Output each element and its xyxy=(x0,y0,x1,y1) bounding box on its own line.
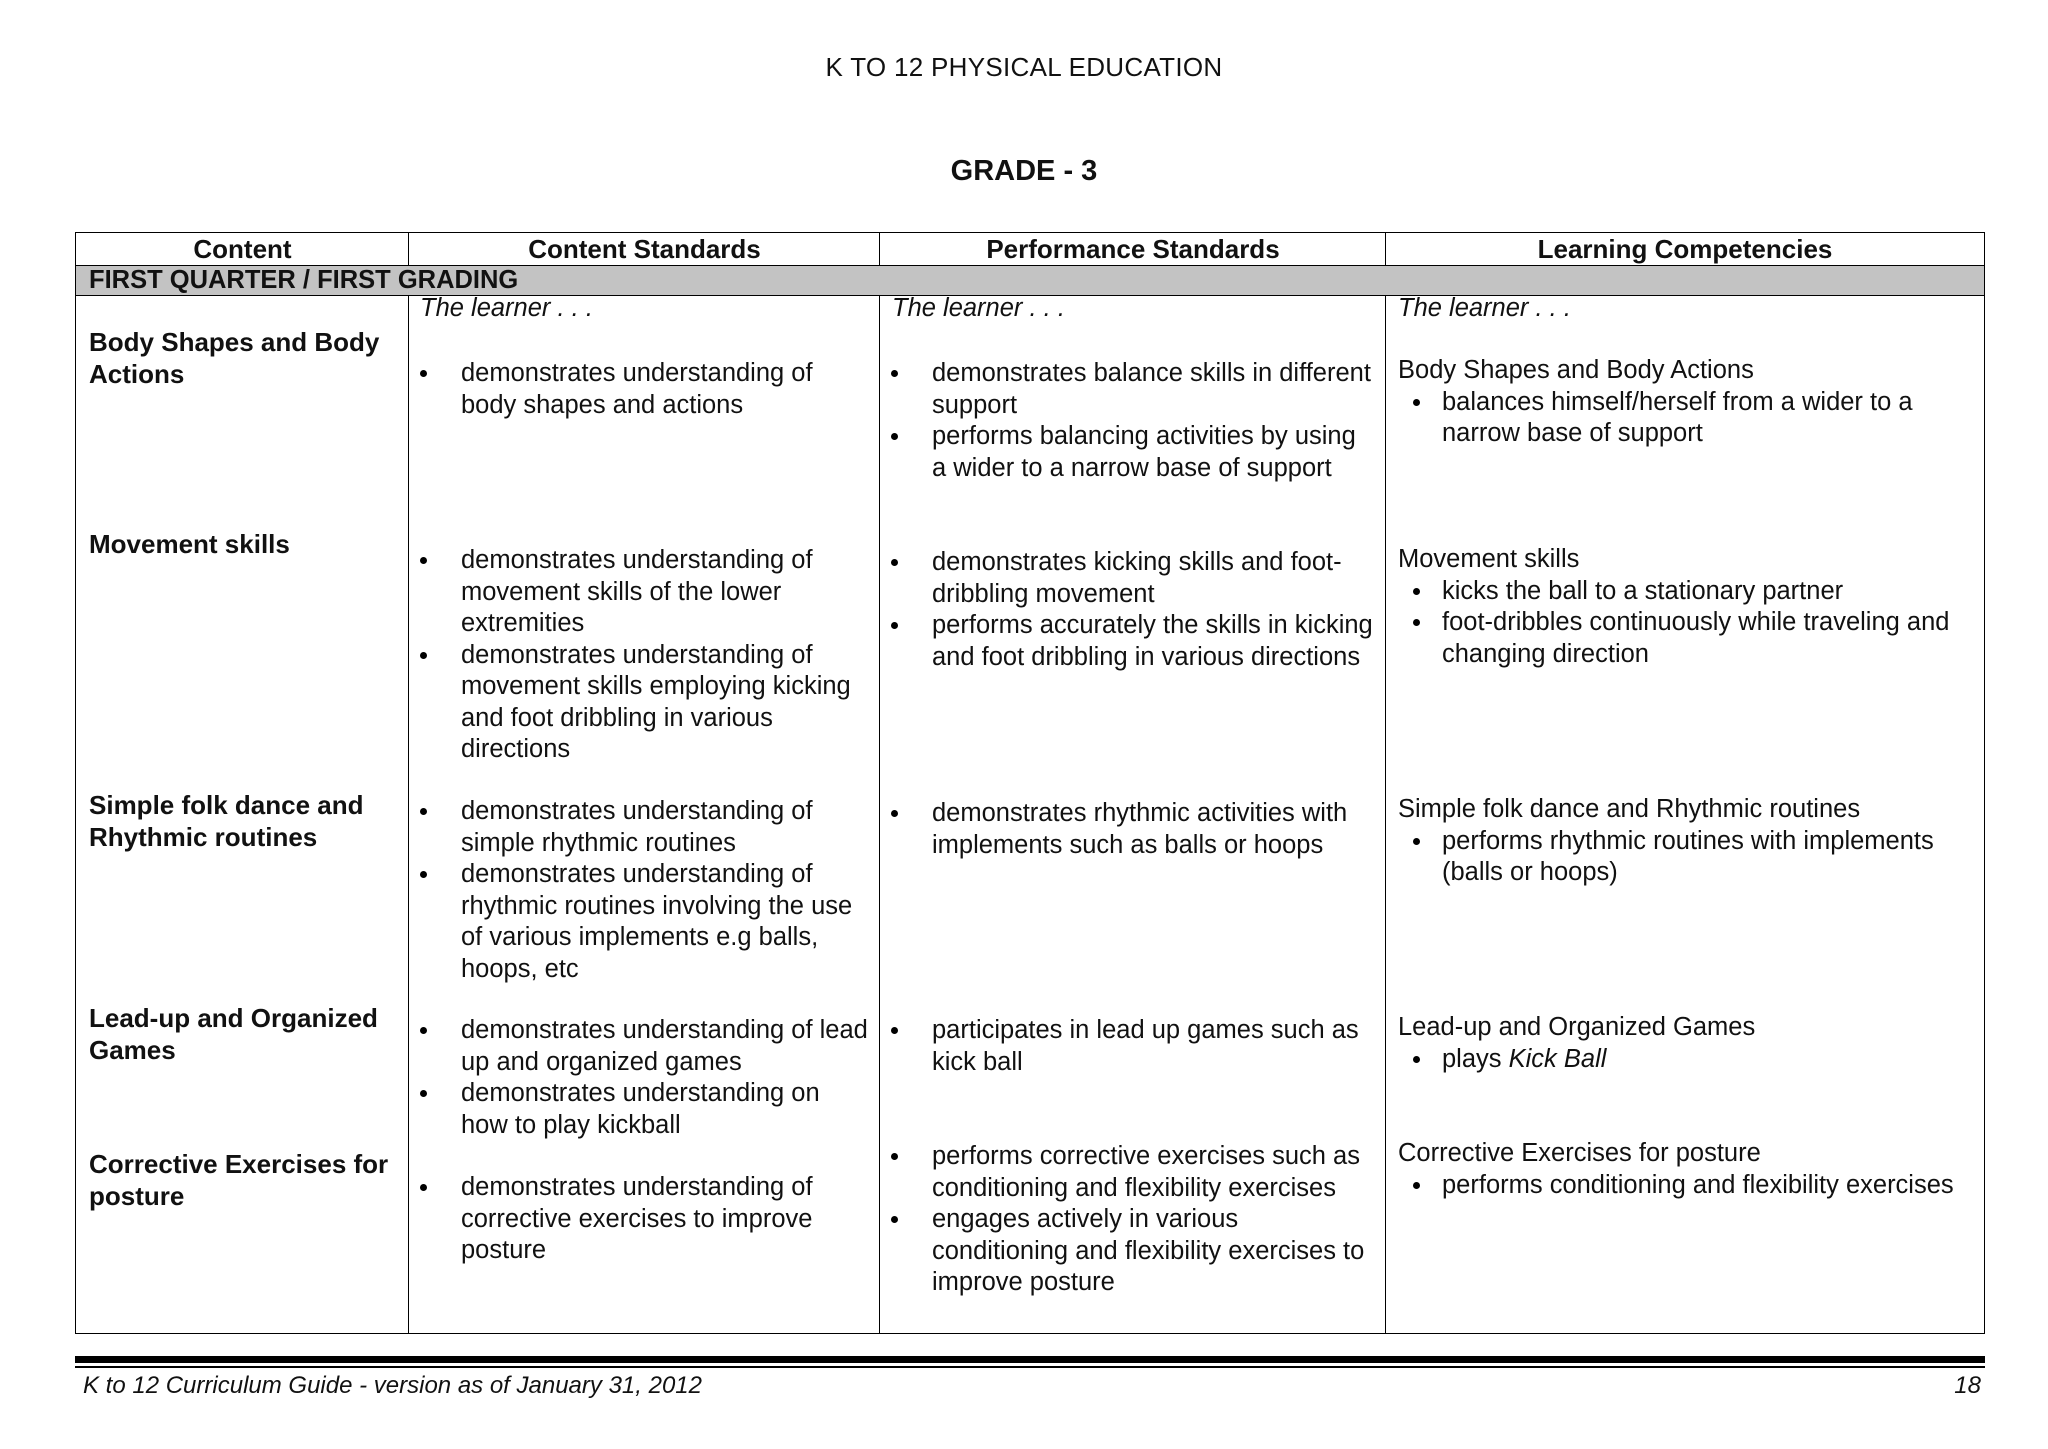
performance-row-1 xyxy=(880,358,1377,484)
bullet-icon xyxy=(420,652,427,659)
bullet-icon xyxy=(420,1090,427,1097)
bullet-icon xyxy=(1413,838,1420,845)
content-lead-up-games: Lead-up and Organized Games xyxy=(89,1003,378,1065)
content-standards-column xyxy=(409,296,879,1333)
competency-row-2 xyxy=(1398,544,1972,670)
content-column xyxy=(76,296,408,1333)
bullet-icon xyxy=(1413,588,1420,595)
document-header: K TO 12 PHYSICAL EDUCATION xyxy=(825,52,1223,82)
list-item: performs conditioning and flexibility exercises xyxy=(1398,1170,1972,1202)
content-body-shapes: Body Shapes and Body Actions xyxy=(89,327,380,389)
bullet-icon xyxy=(420,1027,427,1034)
bullet-icon xyxy=(420,808,427,815)
performance-row-5 xyxy=(880,1141,1377,1299)
bullet-icon xyxy=(420,1184,427,1191)
competency-row-5 xyxy=(1398,1138,1972,1201)
list-item: performs corrective exercises such as conditioning and flexibility exercises xyxy=(880,1141,1377,1204)
content-folk-dance: Simple folk dance and Rhythmic routines xyxy=(89,790,364,852)
col-divider xyxy=(1385,233,1386,266)
bullet-icon xyxy=(891,1153,898,1160)
bullet-icon xyxy=(891,622,898,629)
list-item: demonstrates understanding of body shapes and actions xyxy=(409,358,871,421)
bullet-icon xyxy=(420,370,427,377)
competency-row-1 xyxy=(1398,355,1972,450)
list-item: performs accurately the skills in kicking and foot dribbling in various directions xyxy=(880,610,1377,673)
list-item: demonstrates understanding of rhythmic routines involving the use of various implements e.g balls, hoops, etc xyxy=(409,859,871,985)
competency-heading: Body Shapes and Body Actions xyxy=(1398,356,1754,384)
list-item: demonstrates understanding of movement skills of the lower extremities xyxy=(409,545,871,640)
page-number: 18 xyxy=(1954,1372,1981,1399)
list-item: performs balancing activities by using a wider to a narrow base of support xyxy=(880,421,1377,484)
list-item: foot-dribbles continuously while traveling and changing direction xyxy=(1398,607,1972,670)
intro-text: The learner . . . xyxy=(892,294,1065,322)
header-performance-standards: Performance Standards xyxy=(986,234,1280,264)
quarter-label: FIRST QUARTER / FIRST GRADING xyxy=(76,266,1984,296)
competency-heading: Movement skills xyxy=(1398,545,1580,573)
header-learning-competencies: Learning Competencies xyxy=(1537,234,1833,264)
bullet-icon xyxy=(420,557,427,564)
list-item: demonstrates kicking skills and foot-dribbling movement xyxy=(880,547,1377,610)
bullet-icon xyxy=(891,1027,898,1034)
bullet-icon xyxy=(420,871,427,878)
learning-competencies-column xyxy=(1386,296,1984,1333)
table-header-row xyxy=(76,233,1984,266)
header-content-standards: Content Standards xyxy=(528,234,761,264)
list-item: demonstrates rhythmic activities with implements such as balls or hoops xyxy=(880,798,1377,861)
list-item: balances himself/herself from a wider to a narrow base of support xyxy=(1398,387,1972,450)
bullet-icon xyxy=(1413,1182,1420,1189)
list-item: demonstrates understanding of lead up and organized games xyxy=(409,1015,871,1078)
competency-row-3 xyxy=(1398,794,1972,889)
list-item: demonstrates understanding of movement skills employing kicking and foot dribbling in various directions xyxy=(409,640,871,766)
standards-row-3 xyxy=(409,796,871,985)
list-item: kicks the ball to a stationary partner xyxy=(1398,576,1972,608)
content-movement-skills: Movement skills xyxy=(89,529,290,559)
col-divider xyxy=(408,233,409,266)
footer-divider xyxy=(75,1366,1985,1368)
standards-row-5 xyxy=(409,1172,871,1267)
bullet-icon xyxy=(891,433,898,440)
content-corrective-exercises: Corrective Exercises for posture xyxy=(89,1149,389,1211)
performance-row-3 xyxy=(880,798,1377,861)
standards-row-4 xyxy=(409,1015,871,1141)
standards-row-2 xyxy=(409,545,871,766)
col-divider xyxy=(879,233,880,266)
bullet-icon xyxy=(891,810,898,817)
bullet-icon xyxy=(1413,1056,1420,1063)
footer-version: K to 12 Curriculum Guide - version as of January 31, 2012 xyxy=(83,1372,702,1399)
list-item: demonstrates understanding of corrective exercises to improve posture xyxy=(409,1172,871,1267)
intro-text: The learner . . . xyxy=(1398,294,1571,322)
competency-heading: Lead-up and Organized Games xyxy=(1398,1013,1756,1041)
list-item: demonstrates understanding on how to play kickball xyxy=(409,1078,871,1141)
list-item: demonstrates balance skills in different support xyxy=(880,358,1377,421)
list-item: participates in lead up games such as kick ball xyxy=(880,1015,1377,1078)
header-content: Content xyxy=(193,234,292,264)
bullet-icon xyxy=(891,559,898,566)
bullet-icon xyxy=(891,1216,898,1223)
grade-title: GRADE - 3 xyxy=(950,155,1098,187)
list-item: demonstrates understanding of simple rhythmic routines xyxy=(409,796,871,859)
list-item: engages actively in various conditioning and flexibility exercises to improve posture xyxy=(880,1204,1377,1299)
standards-row-1 xyxy=(409,358,871,421)
bullet-icon xyxy=(1413,399,1420,406)
competency-heading: Corrective Exercises for posture xyxy=(1398,1139,1761,1167)
performance-row-2 xyxy=(880,547,1377,673)
bullet-icon xyxy=(1413,619,1420,626)
list-item: plays Kick Ball xyxy=(1398,1044,1972,1076)
competency-heading: Simple folk dance and Rhythmic routines xyxy=(1398,795,1861,823)
kick-ball-emphasis: Kick Ball xyxy=(1508,1044,1607,1073)
competency-row-4 xyxy=(1398,1012,1972,1075)
bullet-icon xyxy=(891,370,898,377)
list-item: performs rhythmic routines with implements (balls or hoops) xyxy=(1398,826,1972,889)
curriculum-table xyxy=(75,232,1985,1334)
intro-text: The learner . . . xyxy=(420,294,593,322)
footer-divider xyxy=(75,1356,1985,1363)
performance-row-4 xyxy=(880,1015,1377,1078)
performance-standards-column xyxy=(880,296,1385,1333)
